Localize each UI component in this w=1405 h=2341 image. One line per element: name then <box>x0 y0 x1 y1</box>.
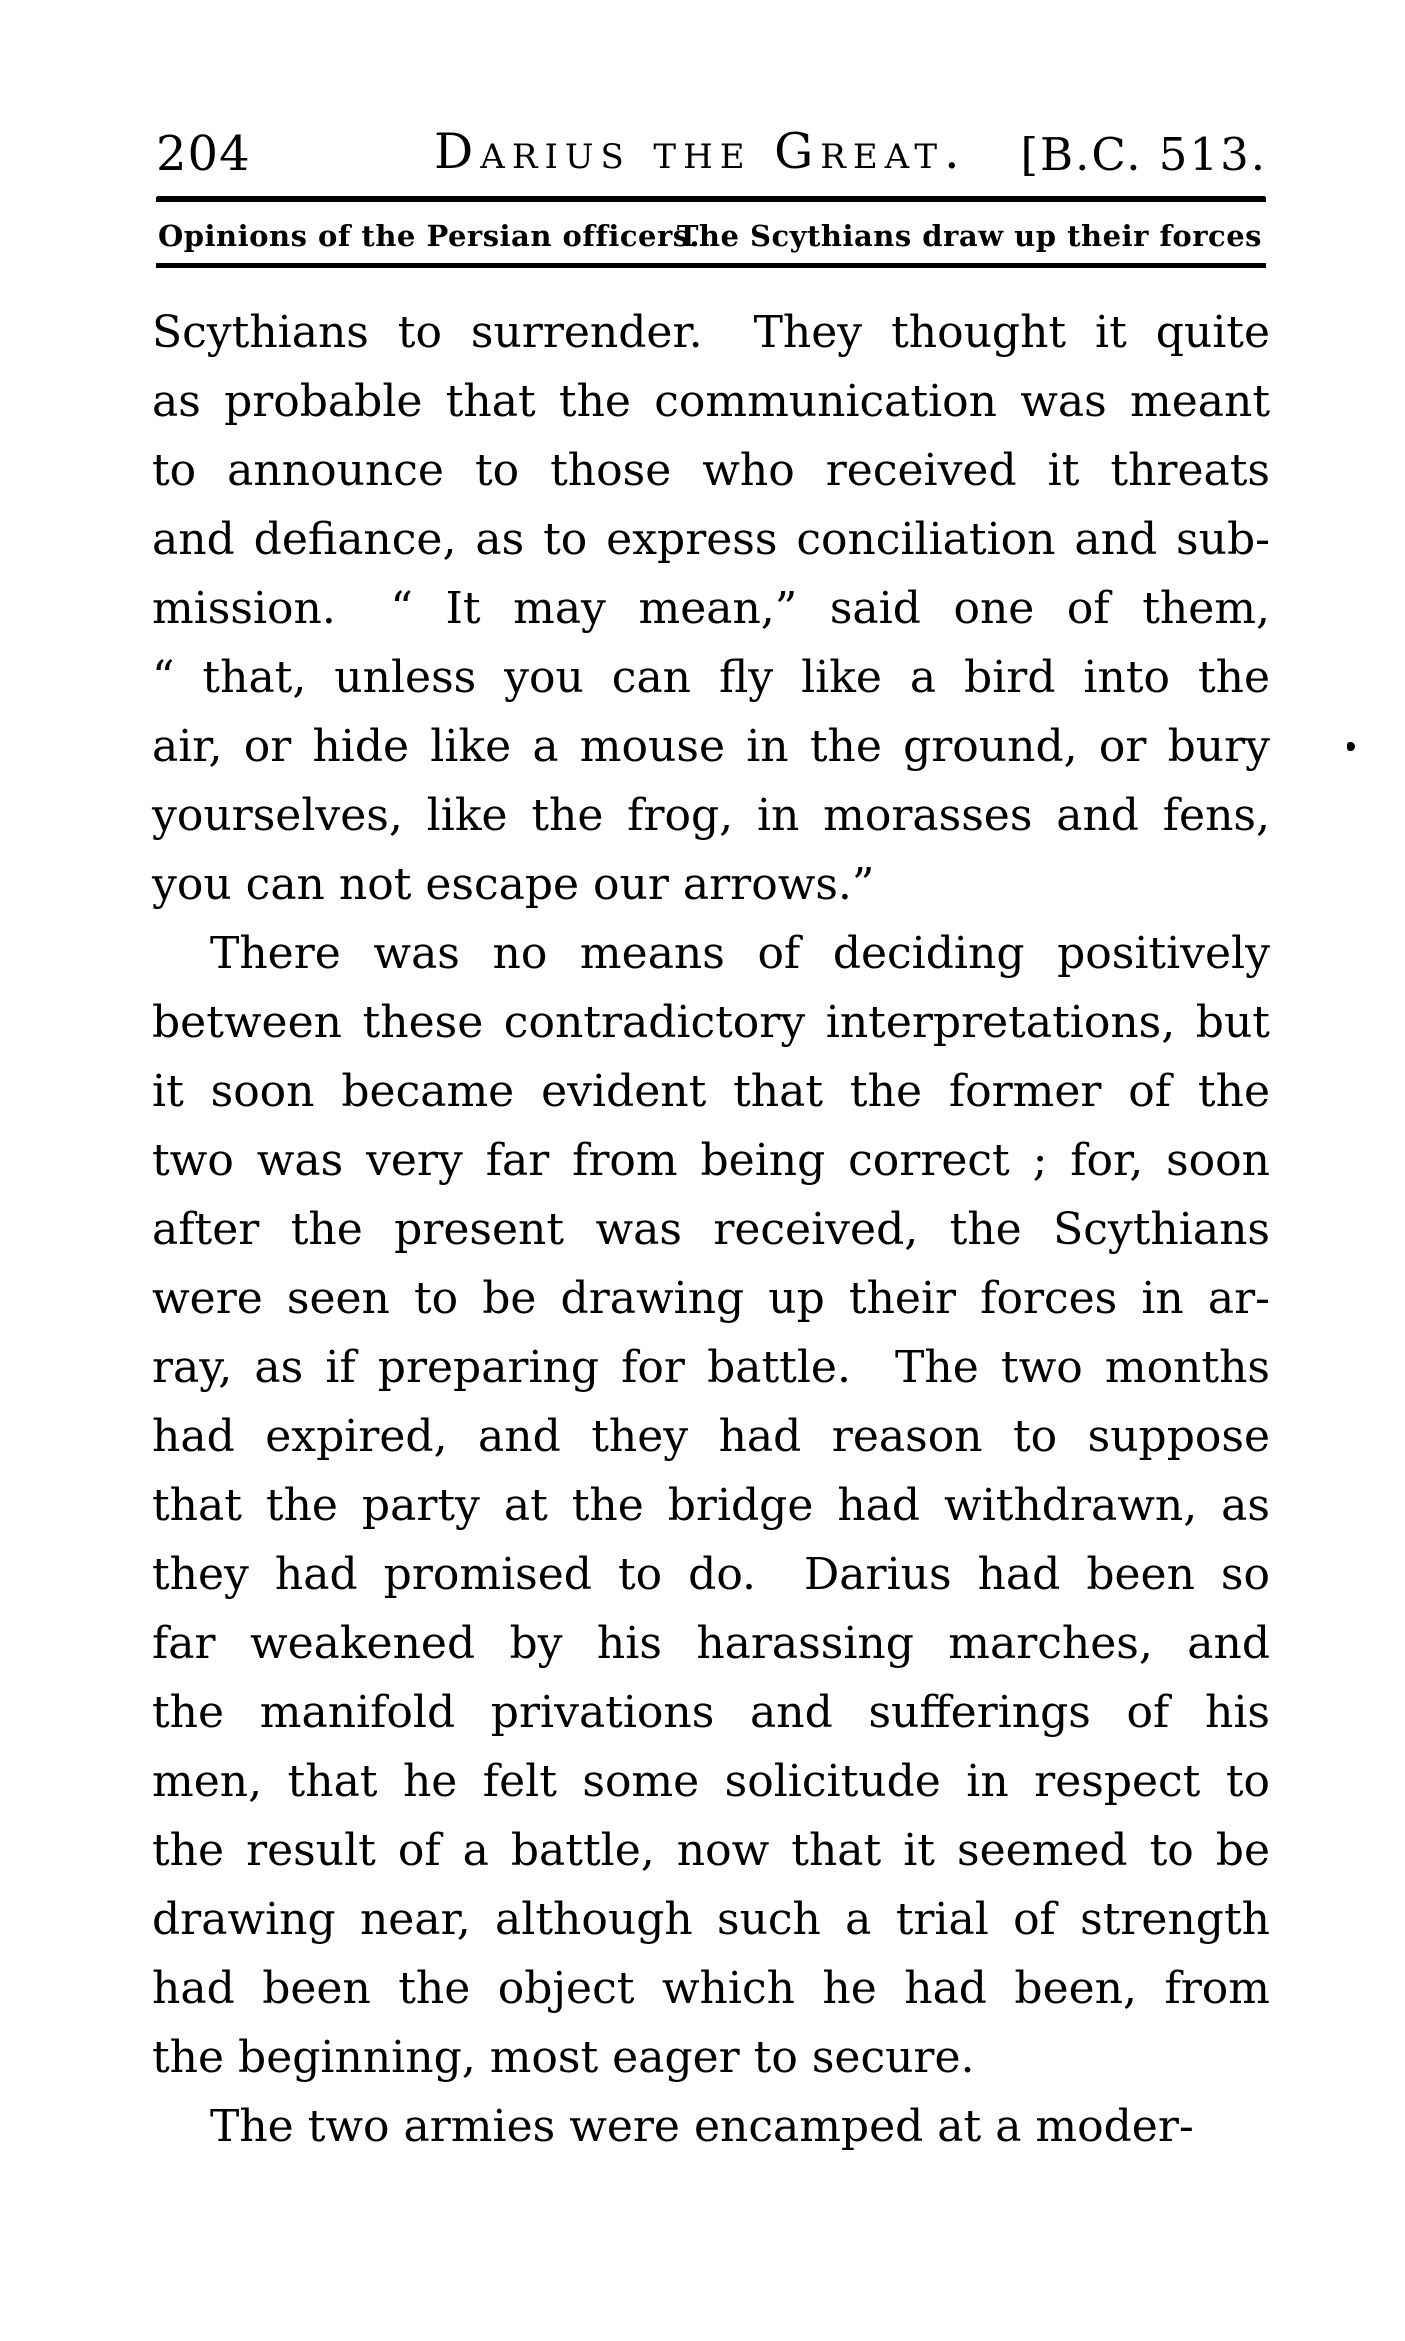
text-line: had been the object which he had been, from <box>152 1963 1270 2014</box>
text-line: between these contradictory interpretations, but <box>152 997 1270 1048</box>
text-line: Scythians to surrender. They thought it quite <box>152 307 1270 358</box>
text-line: the beginning, most eager to secure. <box>152 2032 975 2083</box>
text-line: to announce to those who received it threats <box>152 445 1270 496</box>
text-line: There was no means of deciding positively <box>210 928 1270 979</box>
body-text <box>152 298 1270 2161</box>
text-line: drawing near, although such a trial of strength <box>152 1894 1270 1945</box>
text-line: after the present was received, the Scythians <box>152 1204 1270 1255</box>
text-line: as probable that the communication was meant <box>152 376 1270 427</box>
text-line: that the party at the bridge had withdrawn, as <box>152 1480 1270 1531</box>
text-line: you can not escape our arrows.” <box>152 859 875 910</box>
text-line: were seen to be drawing up their forces in ar- <box>152 1273 1270 1324</box>
page-title: Darius the Great. <box>434 123 967 180</box>
text-line: “ that, unless you can fly like a bird into the <box>152 652 1270 703</box>
date-label: [B.C. 513. <box>1020 128 1267 181</box>
stray-ink-mark <box>1347 742 1355 751</box>
text-line: far weakened by his harassing marches, and <box>152 1618 1270 1669</box>
text-line: two was very far from being correct ; for, soon <box>152 1135 1270 1186</box>
page-number: 204 <box>156 126 251 182</box>
header-rule-bottom <box>156 263 1266 268</box>
text-line: men, that he felt some solicitude in respect to <box>152 1756 1270 1807</box>
text-line: The two armies were encamped at a moder- <box>210 2101 1194 2152</box>
text-line: air, or hide like a mouse in the ground, or bury <box>152 721 1270 772</box>
running-head-left: Opinions of the Persian officers. <box>158 219 701 253</box>
text-line: the manifold privations and sufferings of his <box>152 1687 1270 1738</box>
running-head-right: The Scythians draw up their forces <box>676 219 1262 253</box>
text-line: it soon became evident that the former of the <box>152 1066 1270 1117</box>
text-line: they had promised to do. Darius had been so <box>152 1549 1270 1600</box>
text-line: ray, as if preparing for battle. The two months <box>152 1342 1270 1393</box>
text-line: the result of a battle, now that it seemed to be <box>152 1825 1270 1876</box>
text-line: yourselves, like the frog, in morasses and fens, <box>152 790 1270 841</box>
text-line: had expired, and they had reason to suppose <box>152 1411 1270 1462</box>
text-line: and defiance, as to express conciliation and sub- <box>152 514 1270 565</box>
text-line: mission. “ It may mean,” said one of them, <box>152 583 1270 634</box>
header-rule-top <box>156 197 1266 202</box>
